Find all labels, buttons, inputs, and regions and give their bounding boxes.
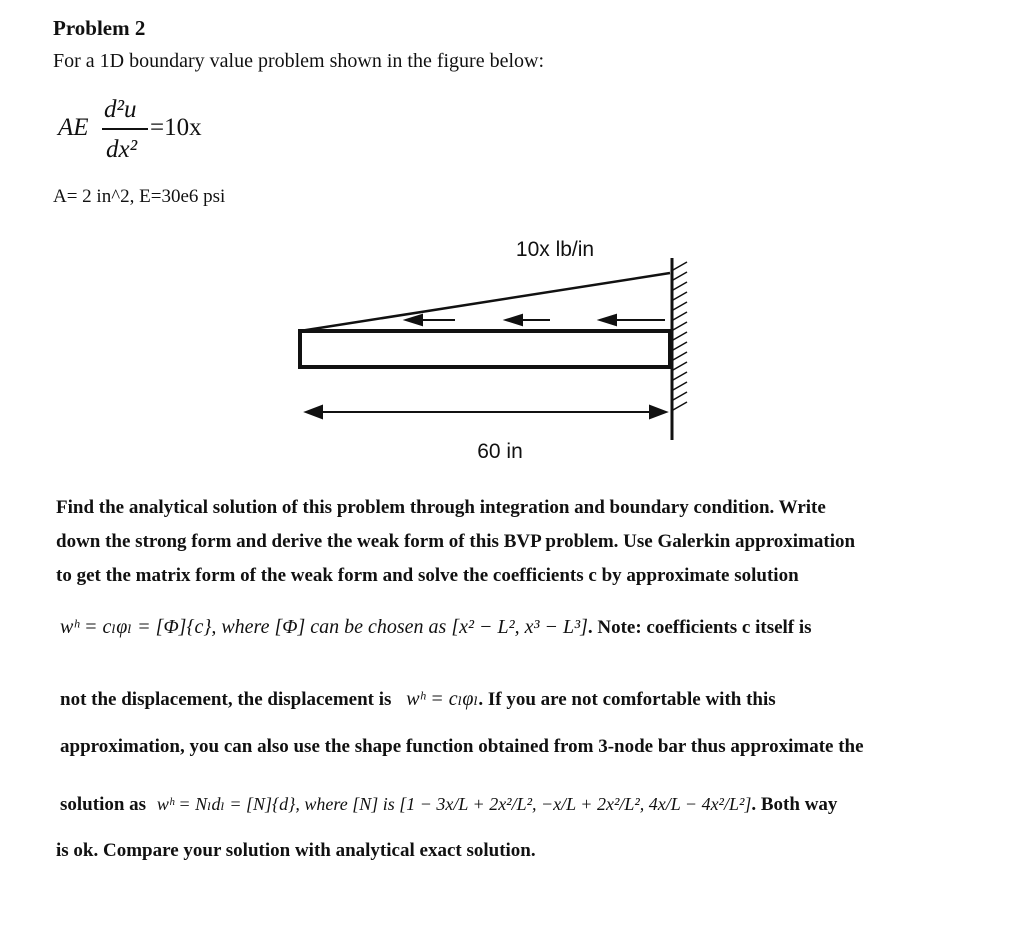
length-label: 60 in [477, 440, 523, 463]
wall-hatching [673, 262, 687, 410]
paragraph-line-2: down the strong form and derive the weak form of this BVP problem. Use Galerkin approximation [56, 531, 856, 552]
paragraph-line-5-a: not the displacement, the displacement is [60, 689, 392, 710]
eq-rhs: =10x [150, 114, 202, 141]
eq-denominator: dx² [106, 136, 138, 163]
material-params: A= 2 in^2, E=30e6 psi [53, 186, 226, 207]
load-arrows [406, 315, 665, 325]
load-label: 10x lb/in [515, 238, 595, 261]
paragraph-line-7 [60, 794, 837, 816]
paragraph-line-6: approximation, you can also use the shape function obtained from 3-node bar thus approximate the [60, 736, 864, 757]
phi-approximation-math: wʰ = cₗφₗ = [Φ]{c}, where [Φ] can be chosen as [x² − L², x³ − L³] [60, 616, 588, 638]
bar-figure [250, 230, 710, 470]
displacement-math: wʰ = cₗφₗ [406, 688, 479, 710]
bar-body [300, 331, 670, 367]
length-dimension [306, 406, 666, 418]
eq-fraction-bar [102, 128, 148, 130]
eq-lhs-coef: AE [58, 114, 89, 141]
paragraph-line-5-b: . If you are not comfortable with this [478, 689, 776, 710]
paragraph-line-7-a: solution as [60, 794, 147, 815]
paragraph-line-7-b: . Both way [751, 794, 838, 815]
governing-equation [58, 96, 258, 176]
paragraph-line-5 [60, 686, 776, 711]
intro-text: For a 1D boundary value problem shown in the figure below: [53, 50, 545, 72]
shape-function-math: wʰ = Nₗdₗ = [N]{d}, where [N] is [1 − 3x/L + 2x²/L², −x/L + 2x²/L², 4x/L − 4x²/L²] [156, 794, 752, 814]
eq-numerator: d²u [104, 96, 137, 123]
paragraph-line-3: to get the matrix form of the weak form and solve the coefficients c by approximate solution [56, 565, 799, 586]
problem-title: Problem 2 [53, 16, 146, 40]
paragraph-line-4 [60, 614, 812, 639]
paragraph-line-1: Find the analytical solution of this problem through integration and boundary condition. Write [56, 497, 826, 518]
paragraph-line-8: is ok. Compare your solution with analytical exact solution. [56, 840, 536, 861]
paragraph-line-4-note: . Note: coefficients c itself is [587, 617, 812, 638]
